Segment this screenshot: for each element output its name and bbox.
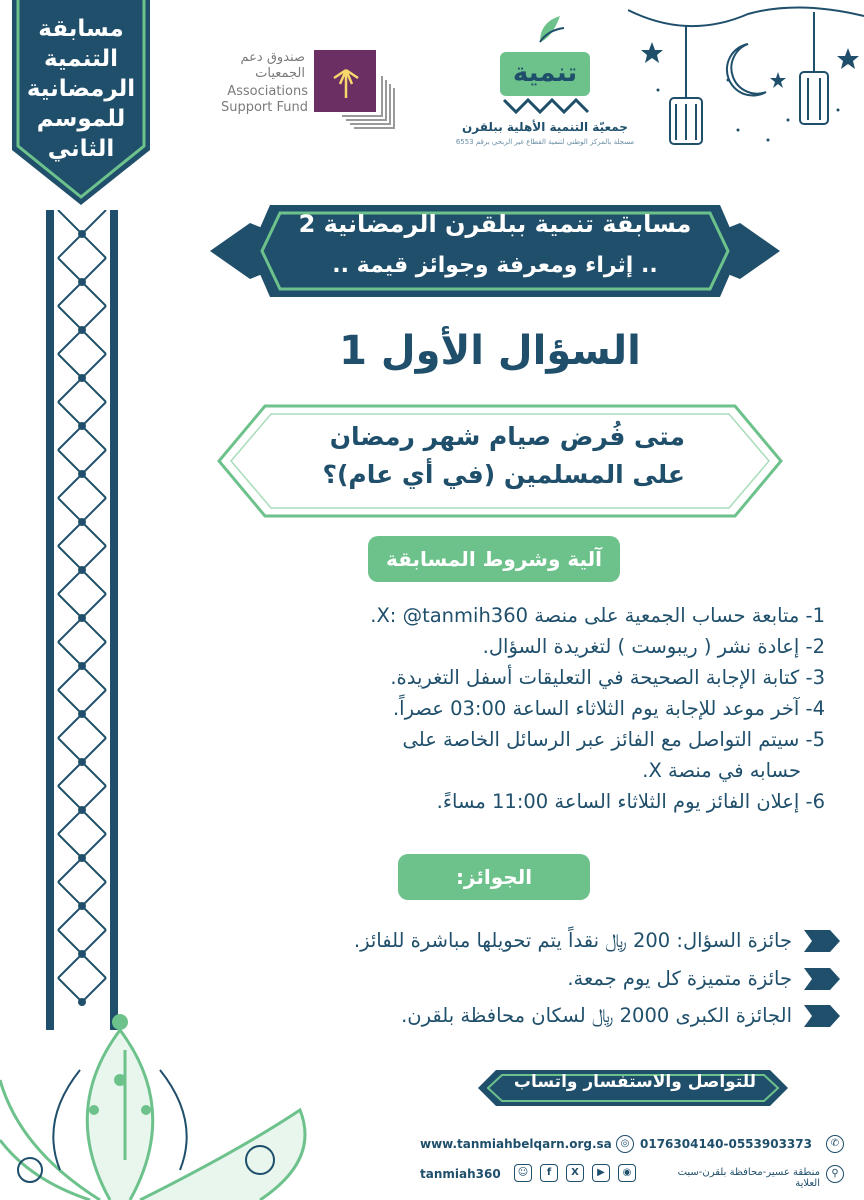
prize-text: جائزة السؤال: 200 ﷼ نقداً يتم تحويلها مباشرة للفائز. [353, 929, 792, 952]
arrow-icon [804, 968, 840, 990]
phone-numbers: 0176304140-0553903373 [640, 1137, 812, 1151]
fund-ar-line: الجمعيات [255, 66, 305, 81]
fund-ar-line: صندوق دعم [240, 50, 305, 65]
season-banner-text [14, 14, 148, 164]
youtube-icon[interactable]: ▶ [592, 1164, 610, 1182]
lanterns-decoration [628, 0, 864, 160]
fund-en-line: Associations [227, 84, 308, 99]
arrow-icon [804, 930, 840, 952]
contact-cta: للتواصل والاستفسار واتساب [513, 1072, 757, 1092]
prize-text: جائزة متميزة كل يوم جمعة. [567, 967, 792, 990]
banner-line: للموسم [36, 106, 126, 132]
fund-logo-arabic [205, 50, 305, 82]
instagram-icon[interactable]: ◉ [618, 1164, 636, 1182]
rule-item-continuation: حسابه في منصة X. [642, 759, 801, 782]
fund-en-line: Support Fund [220, 100, 308, 115]
question-line: على المسلمين (في أي عام)؟ [322, 460, 685, 489]
rule-item: 6- إعلان الفائز يوم الثلاثاء الساعة 11:00 مساءً. [436, 790, 825, 813]
tanmiah-logo-mark: تنمية [512, 58, 578, 88]
website-link[interactable]: www.tanmiahbelqarn.org.sa [420, 1137, 612, 1151]
banner-line: الثاني [47, 136, 115, 162]
question-title: السؤال الأول 1 [339, 328, 641, 374]
ornamental-column [42, 210, 122, 1030]
website-icon: ◎ [616, 1135, 634, 1153]
social-handle[interactable]: tanmiah360 [420, 1167, 501, 1181]
rule-item: 5- سيتم التواصل مع الفائز عبر الرسائل الخاصة على [402, 728, 825, 751]
banner-line: التنمية [43, 46, 119, 72]
rule-item: 4- آخر موعد للإجابة يوم الثلاثاء الساعة 03:00 عصراً. [392, 697, 825, 720]
prizes-heading: الجوائز: [398, 854, 590, 900]
prize-text: الجائزة الكبرى 2000 ﷼ لسكان محافظة بلقرن. [401, 1004, 792, 1027]
location-icon: ⚲ [826, 1165, 844, 1183]
question-line: متى فُرض صيام شهر رمضان [329, 422, 685, 451]
banner-line: مسابقة [38, 16, 124, 42]
facebook-icon[interactable]: f [540, 1164, 558, 1182]
address: منطقة عسير-محافظة بلقرن-سبت العلاية [677, 1167, 820, 1189]
question-text [265, 418, 685, 494]
header-subtitle: .. إثراء ومعرفة وجوائز قيمة .. [332, 253, 658, 278]
arrow-icon [804, 1005, 840, 1027]
fund-logo-mark [312, 50, 402, 132]
rule-item: 3- كتابة الإجابة الصحيحة في التعليقات أسفل التغريدة. [390, 666, 825, 689]
snapchat-icon[interactable]: ☺ [514, 1164, 532, 1182]
tanmiah-name: جمعيّة التنمية الأهلية ببلقرن [462, 120, 628, 134]
header-title: مسابقة تنمية ببلقرن الرمضانية 2 [298, 210, 692, 238]
rules-list [185, 600, 825, 817]
tanmiah-registration: مسجلة بالمركز الوطني لتنمية القطاع غير الربحي برقم 6553 [455, 138, 635, 146]
rule-item: 1- متابعة حساب الجمعية على منصة X: ‎@tanmih360. [370, 604, 825, 627]
fund-logo-english [208, 84, 308, 116]
rules-heading: آلية وشروط المسابقة [368, 536, 620, 582]
flower-decoration [0, 910, 360, 1200]
whatsapp-icon: ✆ [826, 1135, 844, 1153]
banner-line: الرمضانية [26, 76, 136, 102]
rule-item: 2- إعادة نشر ( ريبوست ) لتغريدة السؤال. [482, 635, 825, 658]
x-icon[interactable]: X [566, 1164, 584, 1182]
